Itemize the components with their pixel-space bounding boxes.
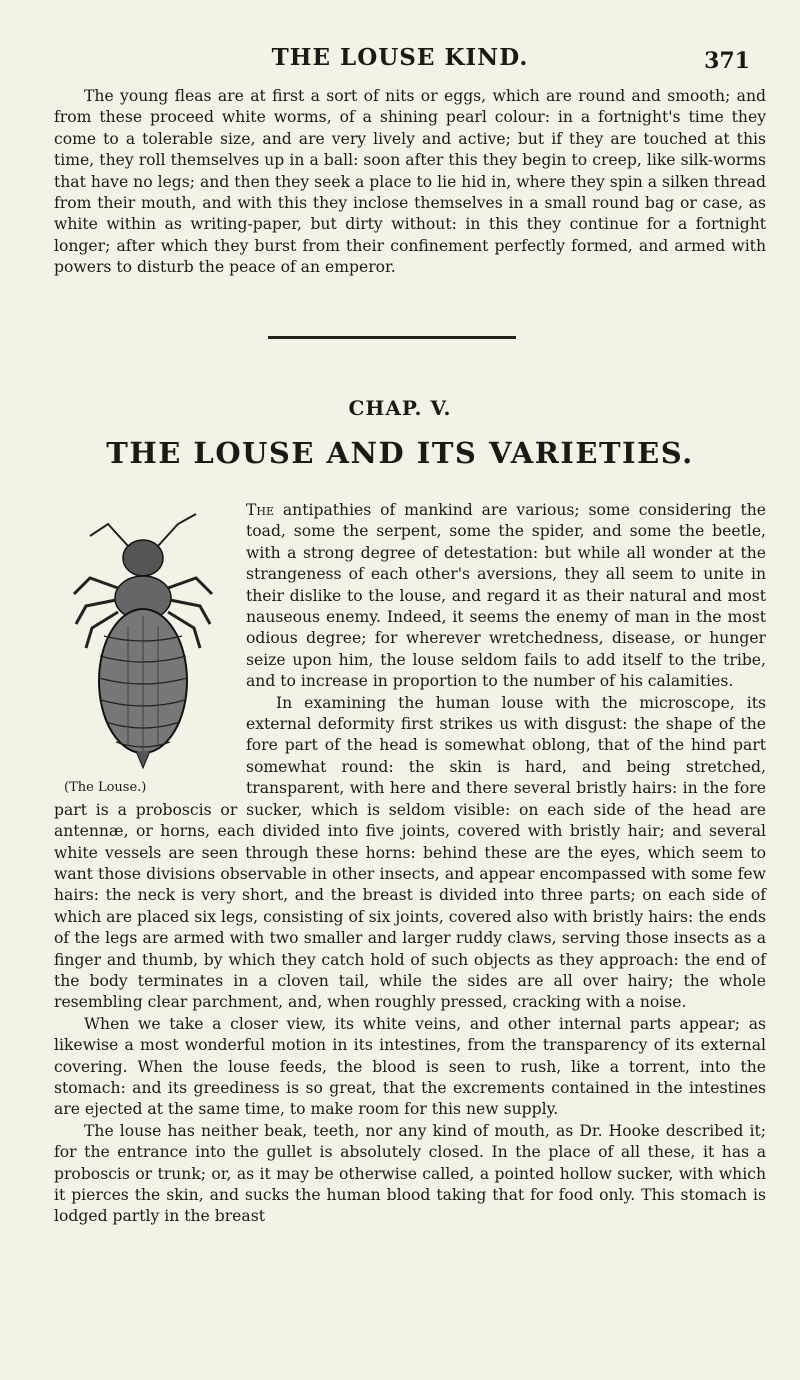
running-head <box>0 44 800 84</box>
paragraph-1-lead: The <box>246 501 275 519</box>
page-number: 371 <box>704 48 750 74</box>
paragraph-4: The louse has neither beak, teeth, nor any kind of mouth, as Dr. Hooke described it; for the entrance into the gullet is absolutely closed. In the place of all these, it has a proboscis or trunk; or, as it may be otherwise called, a pointed hollow sucker, with which it pierces the skin, and sucks the human blood taking that for food only. This stomach is lodged partly in the breast <box>54 1121 766 1226</box>
chapter-number: CHAP. V. <box>348 396 452 420</box>
chapter-title: THE LOUSE AND ITS VARIETIES. <box>106 436 694 470</box>
paragraph-3: When we take a closer view, its white veins, and other internal parts appear; as likewise a most wonderful motion in its intestines, from the transparency of its external covering. When the louse feeds, the blood is seen to rush, like a torrent, into the stomach: and its greediness is so great, that the excrements contained in the intestines are ejected at the same time, to make room for this new supply. <box>54 1014 766 1119</box>
running-title: THE LOUSE KIND. <box>271 44 529 71</box>
paragraph-2: In examining the human louse with the microscope, its external deformity first strikes us with disgust: the shape of the fore part of the head is somewhat oblong, that of the hind part somewhat round: the skin is hard, and being stretched, transparent, with here and there several bristly hairs: in the fore part is a proboscis or sucker, which is seldom visible: on each side of the head are antennæ, or horns, each divided into five joints, covered with bristly hair; and several white vessels are seen through these horns: behind these are the eyes, which seem to want those divisions observable in other insects, and appear encompassed with some few hairs: the neck is very short, and the breast is divided into three parts; on each side of which are placed six legs, consisting of six joints, covered also with bristly hairs: the ends of the legs are armed with two smaller and larger ruddy claws, serving those insects as a finger and thumb, by which they catch hold of such objects as they approach: the end of the body terminates in a cloven tail, while the sides are all over hairy; the whole resembling clear parchment, and, when roughly pressed, cracking with a noise. <box>54 693 766 1012</box>
paragraph-1-body: antipathies of mankind are various; some considering the toad, some the serpent, some the spider, and some the beetle, with a strong degree of detestation: but while all wonder at the strangeness of each other's aversions, they all seem to unite in their dislike to the louse, and regard it as their natural and most nauseous enemy. Indeed, it seems the enemy of man in the most odious degree; for wherever wretchedness, disease, or hunger seize upon him, the louse seldom fails to add itself to the tribe, and to increase in proportion to the number of his calamities. <box>246 501 766 691</box>
intro-paragraph: The young fleas are at first a sort of nits or eggs, which are round and smooth; and from these proceed white worms, of a shining pearl colour: in a fortnight's time they come to a tolerable size, and are very lively and active; but if they are touched at this time, they roll themselves up in a ball: soon after this they begin to creep, like silk-worms that have no legs; and then they seek a place to lie hid in, where they spin a silken thread from their mouth, and with this they inclose themselves in a small round bag or case, as white within as writing-paper, but dirty without: in this they continue for a fortnight longer; after which they burst from their confinement perfectly formed, and armed with powers to disturb the peace of an emperor. <box>54 87 766 277</box>
figure-float-spacer <box>54 500 246 787</box>
chapter-body <box>54 500 766 1228</box>
figure-caption: (The Louse.) <box>64 780 147 795</box>
chapter-divider-rule <box>268 336 516 339</box>
